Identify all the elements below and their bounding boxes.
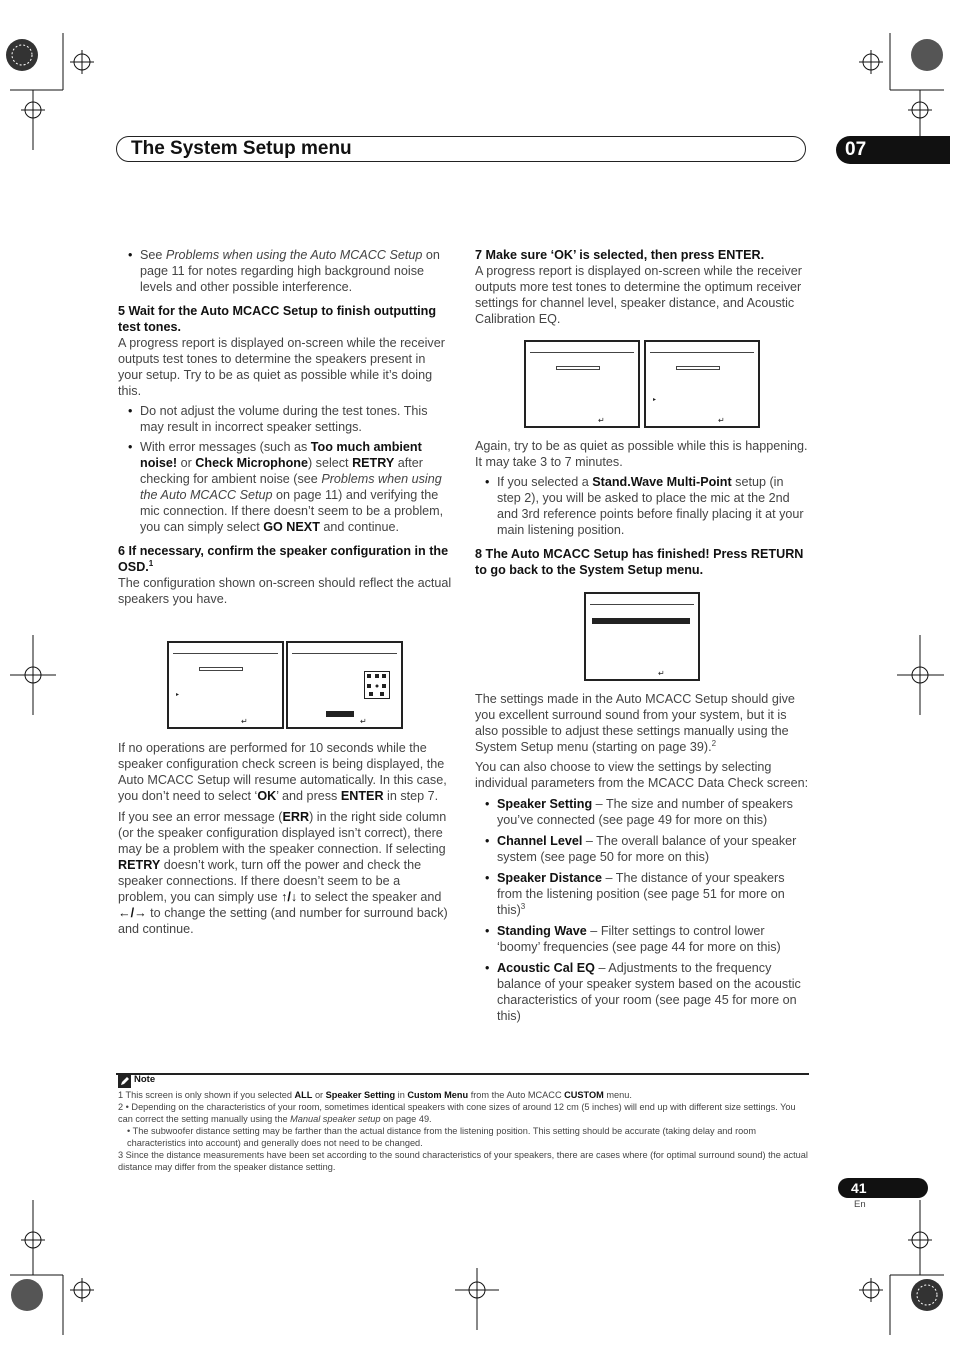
step-5-body: A progress report is displayed on-screen while the receiver outputs test tones to determine the speakers present in your setup. Try to be as quiet as possible while it’s doing this.	[118, 336, 445, 398]
step-6-title: 6 If necessary, confirm the speaker configuration in the OSD.$^1$	[118, 544, 449, 574]
page-title: The System Setup menu	[131, 138, 352, 159]
note-title: Note	[134, 1074, 156, 1085]
item-standing-wave: • Standing Wave – Filter settings to control lower ‘boomy’ frequencies (see page 44 for more on this)	[475, 923, 809, 955]
auto-resume-paragraph: If no operations are performed for 10 seconds while the speaker configuration check screen is being displayed, the Auto MCACC Setup will resume automatically. In this case, you don’t need to select ‘OK’ and press ENTER in step 7.	[118, 741, 447, 803]
cursor-icon: ▸	[176, 692, 180, 698]
bullet-standwave: • If you selected a Stand.Wave Multi-Point setup (in step 2), you will be asked to place the mic at the 2nd and 3rd reference points before finally placing it at your main listening position.	[475, 474, 809, 538]
cursor-icon: ▸	[653, 397, 657, 403]
footnote-3: 3 Since the distance measurements have been set according to the sound characteristics of your speakers, there are cases where (for optimal surround sound) the actual distance may differ from the speaker distance setting.	[118, 1150, 808, 1172]
left-right-arrows-icon: ←/→	[118, 906, 147, 920]
osd-screen-finished	[584, 592, 700, 681]
step-6-body: The configuration shown on-screen should reflect the actual speakers you have.	[118, 576, 452, 606]
right-column	[475, 247, 809, 327]
osd-screen-progress-1	[524, 340, 640, 428]
osd-screen-speaker-check	[167, 641, 284, 729]
item-speaker-setting: • Speaker Setting – The size and number of speakers you’ve connected (see page 49 for more on this)	[475, 796, 809, 828]
item-speaker-distance: • Speaker Distance – The distance of your speakers from the listening position (see page 51 for more on this)$^3$	[475, 870, 809, 918]
step-5-title: 5 Wait for the Auto MCACC Setup to finish outputting test tones.	[118, 304, 437, 334]
note-divider	[116, 1073, 809, 1075]
step-7-body: A progress report is displayed on-screen while the receiver outputs more test tones to determine the optimum receiver settings for channel level, speaker distance, and Acoustic Calibration EQ.	[475, 264, 802, 326]
quiet-paragraph: Again, try to be as quiet as possible while this is happening. It may take 3 to 7 minutes.	[475, 439, 808, 469]
bullet-errors: • With error messages (such as Too much ambient noise! or Check Microphone) select RETRY after checking for ambient noise (see Problems when using the Auto MCACC Setup on page 11) and verifying the mic connection. If there doesn’t seem to be a problem, you can simply select GO NEXT and continue.	[118, 439, 452, 535]
page-number: 41	[851, 1180, 867, 1196]
speaker-layout-icon	[364, 671, 390, 699]
step-7-title: 7 Make sure ‘OK’ is selected, then press ENTER.	[475, 248, 765, 262]
footnote-2: 2 • Depending on the characteristics of your room, sometimes identical speakers with cone sizes of around 12 cm (5 inches) will end up with different size settings. You can correct the setting manually using the Manual speaker setup on page 49.	[118, 1102, 796, 1124]
return-arrow-icon: ↵	[718, 416, 725, 425]
data-check-paragraph: You can also choose to view the settings by selecting individual parameters from the MCACC Data Check screen:	[475, 760, 809, 790]
item-acoustic-cal-eq: • Acoustic Cal EQ – Adjustments to the frequency balance of your speaker system based on the acoustic characteristics of your room (see page 45 for more on this)	[475, 960, 809, 1024]
step-8-title: 8 The Auto MCACC Setup has finished! Press RETURN to go back to the System Setup menu.	[475, 547, 804, 577]
note-pencil-icon	[118, 1075, 131, 1088]
footnote-2b: • The subwoofer distance setting may be farther than the actual distance from the listening position. This setting should be accurate (taking delay and room characteristics into account) and generally does not need to be changed.	[127, 1126, 757, 1148]
right-column-mid	[475, 438, 809, 578]
return-arrow-icon: ↵	[360, 717, 367, 726]
up-down-arrows-icon: ↑/↓	[281, 890, 298, 904]
error-paragraph: If you see an error message (ERR) in the right side column (or the speaker configuration displayed isn’t correct), there may be a problem with the speaker connection. If selecting RETRY doesn’t work, turn off the power and check the speaker connections. If there doesn’t seem to be a problem, you can simply use ↑/↓ to select the speaker and ←/→ to change the setting (and number for surround back) and continue.	[118, 810, 448, 936]
page-language: En	[854, 1199, 866, 1210]
footnotes	[118, 1089, 810, 1173]
osd-screen-speaker-config	[286, 641, 403, 729]
footnote-1: 1 This screen is only shown if you selected ALL or Speaker Setting in Custom Menu from the Auto MCACC CUSTOM menu.	[118, 1090, 632, 1100]
return-arrow-icon: ↵	[241, 717, 248, 726]
chapter-number: 07	[845, 139, 867, 160]
osd-screen-progress-2	[644, 340, 760, 428]
right-column-lower	[475, 691, 809, 1024]
item-channel-level: • Channel Level – The overall balance of your speaker system (see page 50 for more on this)	[475, 833, 809, 865]
return-arrow-icon: ↵	[658, 669, 665, 678]
settings-paragraph: The settings made in the Auto MCACC Setup should give you excellent surround sound from your system, but it is also possible to adjust these settings manually using the System Setup menu (starting on page 39).$^2$	[475, 692, 795, 754]
left-column	[118, 247, 452, 607]
bullet-volume: • Do not adjust the volume during the test tones. This may result in incorrect speaker settings.	[118, 403, 452, 435]
return-arrow-icon: ↵	[598, 416, 605, 425]
bullet-problems: • See Problems when using the Auto MCACC Setup on page 11 for notes regarding high background noise levels and other possible interference.	[118, 247, 452, 295]
left-column-lower	[118, 740, 452, 937]
